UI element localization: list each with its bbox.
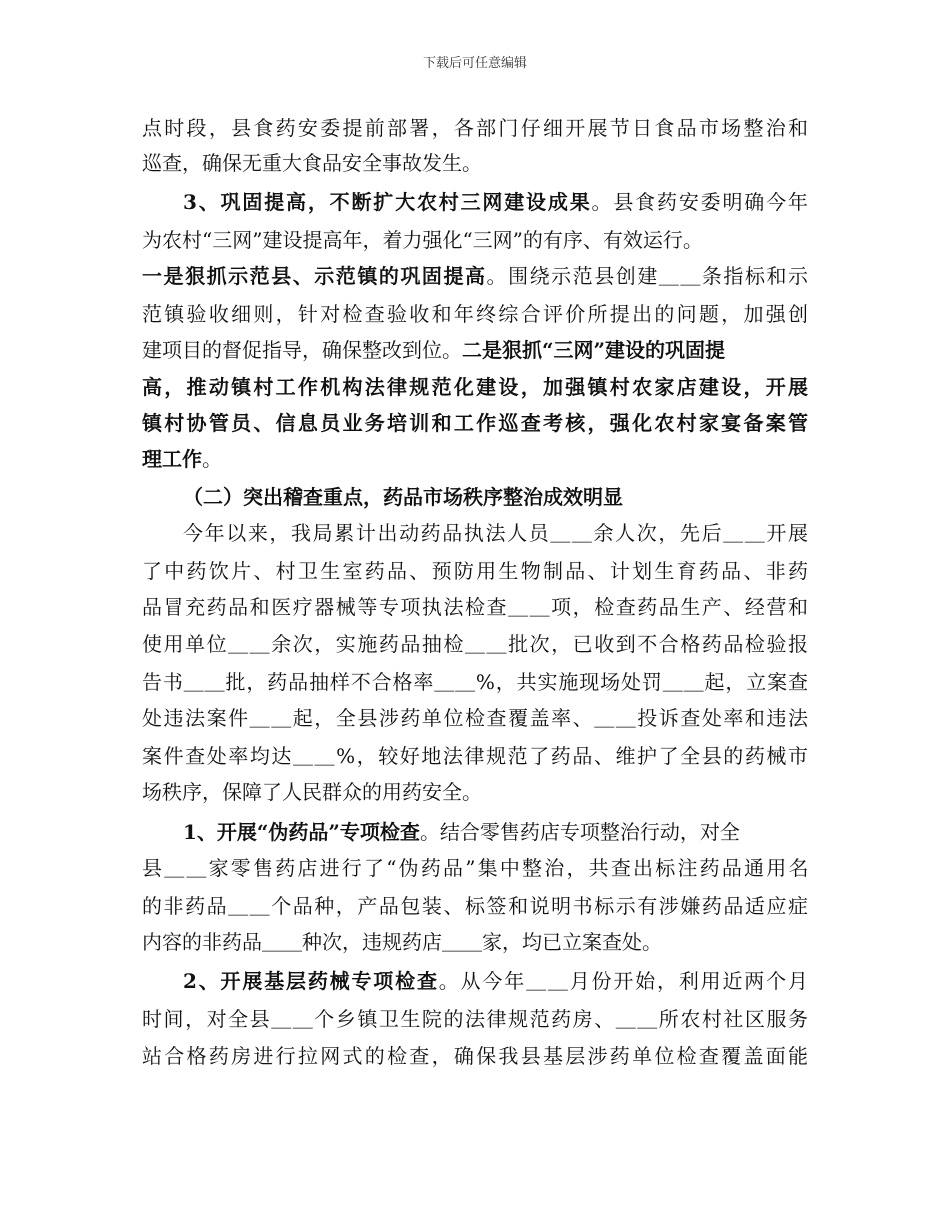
body-text: 。围绕示范县创建＿＿条指标和示: [486, 264, 810, 288]
bold-text: 二是狠抓“三网”建设的巩固提: [462, 338, 726, 362]
text-line: [142, 372, 810, 402]
text-line: [142, 703, 810, 733]
body-text: 。结合零售药店专项整治行动，对全: [419, 820, 740, 844]
text-line: [142, 777, 482, 807]
bold-text: 一是狠抓示范县、示范镇的巩固提高: [142, 264, 487, 288]
body-text: 县＿＿家零售药店进行了“伪药品”集中整治，共查出标注药品通用名: [142, 856, 811, 880]
body-text: 。县食药安委明确今年: [591, 190, 810, 214]
body-text: 了中药饮片、村卫生室药品、预防用生物制品、计划生育药品、非药: [142, 559, 811, 583]
text-line: [183, 817, 740, 847]
body-text: 案件查处率均达＿＿%，较好地法律规范了药品、维护了全县的药械市: [142, 744, 810, 768]
body-text: 告书＿＿批，药品抽样不合格率＿＿%，共实施现场处罚＿＿起，立案查: [142, 670, 809, 694]
text-line: [142, 1041, 810, 1071]
bold-text: 理工作: [142, 447, 202, 471]
text-line: [142, 408, 810, 438]
body-text: 使用单位＿＿余次，实施药品抽检＿＿批次，已收到不合格药品检验报: [142, 632, 810, 656]
body-text: 范镇验收细则，针对检查验收和年终综合评价所提出的问题，加强创: [142, 302, 811, 326]
body-text: 内容的非药品＿＿种次，违规药店＿＿家，均已立案查处。: [142, 930, 662, 954]
text-line: [183, 187, 810, 217]
body-text: 为农村“三网”建设提高年，着力强化“三网”的有序、有效运行。: [142, 228, 703, 252]
body-text: 站合格药房进行拉网式的检查，确保我县基层涉药单位检查覆盖面能: [142, 1044, 811, 1068]
text-line: [142, 891, 810, 921]
body-text: 。从今年＿＿月份开始，利用近两个月: [438, 969, 810, 993]
text-line: [142, 113, 810, 143]
body-text: 巡查，确保无重大食品安全事故发生。: [142, 151, 482, 175]
text-line: [142, 556, 810, 586]
body-text: 。: [202, 447, 222, 471]
text-line: [142, 299, 810, 329]
bold-text: 3、巩固提高，不断扩大农村三网建设成果: [183, 190, 592, 214]
body-text: 的非药品＿＿个品种，产品包装、标签和说明书标示有涉嫌药品适应症: [142, 894, 810, 918]
bold-text: 2、开展基层药械专项检查: [183, 969, 439, 993]
text-line: [142, 741, 810, 771]
text-line: [142, 335, 725, 365]
bold-text: 镇村协管员、信息员业务培训和工作巡查考核，强化农村家宴备案管: [142, 411, 811, 435]
text-line: [183, 482, 623, 512]
bold-text: （二）突出稽查重点，药品市场秩序整治成效明显: [183, 485, 623, 509]
text-line: [142, 667, 809, 697]
text-line: [142, 148, 482, 178]
page-header: 下载后可任意编辑: [422, 56, 527, 71]
body-text: 建项目的督促指导，确保整改到位。: [142, 338, 462, 362]
text-line: [142, 225, 703, 255]
body-text: 场秩序，保障了人民群众的用药安全。: [142, 780, 482, 804]
text-line: [142, 1004, 810, 1034]
body-text: 今年以来，我局累计出动药品执法人员＿＿余人次，先后＿＿开展: [183, 521, 810, 545]
text-line: [142, 629, 810, 659]
bold-text: 1、开展“伪药品”专项检查: [183, 820, 420, 844]
body-text: 点时段，县食药安委提前部署，各部门仔细开展节日食品市场整治和: [142, 116, 811, 140]
text-line: [183, 518, 810, 548]
body-text: 时间，对全县＿＿个乡镇卫生院的法律规范药房、＿＿所农村社区服务: [142, 1007, 810, 1031]
body-text: 品冒充药品和医疗器械等专项执法检查＿＿项，检查药品生产、经营和: [142, 595, 810, 619]
body-text: 处违法案件＿＿起，全县涉药单位检查覆盖率、＿＿投诉查处率和违法: [142, 706, 810, 730]
text-line: [142, 592, 810, 622]
text-line: [142, 261, 810, 291]
text-line: [142, 853, 811, 883]
text-line: [142, 927, 662, 957]
text-line: [183, 966, 810, 996]
bold-text: 高，推动镇村工作机构法律规范化建设，加强镇村农家店建设，开展: [142, 375, 811, 399]
text-line: [142, 444, 222, 474]
